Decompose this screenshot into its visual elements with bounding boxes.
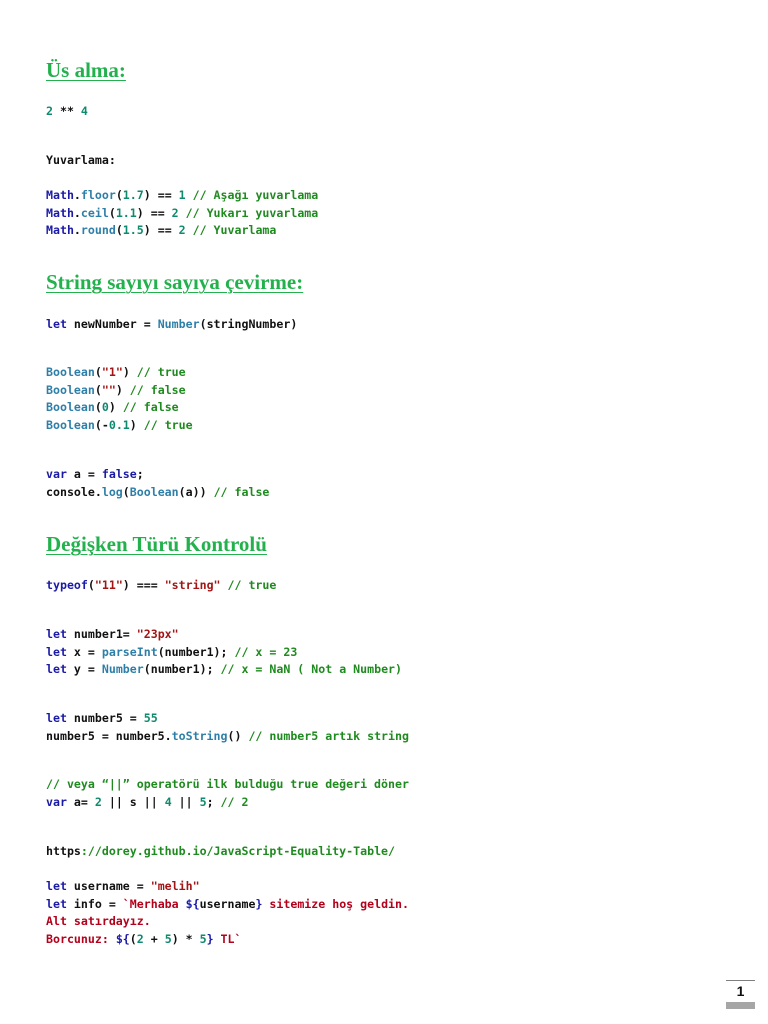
code-token: "23px" [136,627,179,641]
code-token: ceil [80,205,109,220]
code-token: let [46,896,67,911]
code-comment: // true [220,578,277,592]
code-token: number1= [66,627,137,641]
code-token: newNumber = [66,317,158,331]
code-token: 5 [199,931,207,946]
code-token: console. [46,484,102,499]
code-token: "1" [101,365,123,379]
code-comment: // x = 23 [234,644,298,659]
code-typeof [46,577,276,594]
code-token: 2 [171,205,179,220]
code-token: x = [66,644,102,659]
code-token: ) * [171,931,200,946]
code-math-ceil [46,205,318,222]
code-token: 4 [164,794,172,809]
code-token: let [46,317,67,331]
code-token: number5 = number5. [46,728,172,743]
code-token: () [227,728,249,743]
code-token: round [80,223,116,237]
code-comment: // false [213,484,270,499]
code-token: 5 [199,794,207,809]
code-token: ( [87,578,95,592]
code-token: username = [66,879,151,893]
code-token: (number1); [143,662,221,676]
code-token: ) [129,417,144,432]
code-token: let [46,644,67,659]
code-comment: // 2 [220,794,249,809]
code-let-number1 [46,626,179,643]
code-token: Boolean [46,417,95,432]
code-token: ${ [115,931,130,946]
code-token: Boolean [46,365,95,379]
code-token: . [73,188,81,202]
code-comment: // false [122,400,179,414]
code-token: 2 [178,223,186,237]
code-token: "string" [164,578,221,592]
code-boolean-3 [46,399,179,416]
code-number5-tostring [46,728,409,745]
code-token: Boolean [46,382,95,397]
code-token: Borcunuz: [46,931,116,946]
code-token: ; [206,794,221,809]
code-token: 1.5 [122,223,144,237]
code-let-y [46,661,402,678]
code-alt-satir: Alt satırdayız. [46,914,151,928]
code-token: ) [115,382,130,397]
code-token: ; [136,467,144,481]
code-math-floor [46,187,318,204]
code-token: . [73,223,81,237]
code-token: Boolean [46,400,95,414]
code-token: floor [80,188,116,202]
code-comment: // true [143,417,193,432]
code-token: TL` [213,931,242,946]
code-token: Number [101,662,144,676]
code-token: Boolean [129,484,179,499]
code-token: 2 [94,794,102,809]
code-token: ( [94,365,102,379]
code-yuvarlama-label: Yuvarlama: [46,153,116,167]
code-token: "" [101,382,116,397]
code-token: var [46,467,67,481]
code-token: (stringNumber) [199,317,298,331]
code-token: y = [66,662,102,676]
code-token: . [73,205,81,220]
code-token: ) == [143,188,179,202]
code-token: } [206,931,214,946]
code-token: 1.7 [122,188,144,202]
heading-string-sayi: String sayıyı sayıya çevirme: [46,270,304,294]
code-token: ( [115,223,123,237]
code-boolean-2 [46,382,186,399]
page-number-bar [726,1002,755,1009]
code-token: let [46,711,67,725]
code-token: let [46,662,67,676]
code-token: ) [122,365,137,379]
code-token: || [171,794,200,809]
code-token: info = [66,896,123,911]
code-token: } [255,896,263,911]
code-token: let [46,627,67,641]
code-token: 1 [178,188,186,202]
code-token: 0.1 [108,417,130,432]
code-token: (- [94,417,109,432]
code-let-x [46,644,297,661]
code-token: Math [46,188,74,202]
code-token: a = [66,467,102,481]
code-comment: // Aşağı yuvarlama [185,188,319,202]
heading-degisken-turu: Değişken Türü Kontrolü [46,532,267,556]
code-token: `Merhaba [122,896,186,911]
code-var-a [46,466,144,483]
code-comment: // number5 artık string [248,728,409,743]
code-let-info [46,896,409,913]
code-token: (a)) [178,484,214,499]
code-token: "melih" [150,879,200,893]
code-comment: // true [136,365,186,379]
code-token: number5 = [66,711,144,725]
code-token: ) [108,400,123,414]
code-token: let [46,879,67,893]
code-token: ( [122,484,130,499]
code-comment: // Yuvarlama [185,223,277,237]
code-token: (number1); [157,644,235,659]
code-token: username [199,896,256,911]
code-token: "11" [94,578,123,592]
code-let-number5 [46,710,158,727]
code-math-round [46,222,276,239]
code-token: 55 [143,711,158,725]
code-veya-comment: // veya “||” operatörü ilk bulduğu true değeri döner [46,777,409,791]
code-token: ( [129,931,137,946]
code-token: 0 [101,400,109,414]
code-token: ( [94,400,102,414]
code-token: false [101,467,137,481]
code-comment: // Yukarı yuvarlama [178,205,319,220]
code-boolean-4 [46,417,193,434]
code-token: https [46,844,81,858]
code-boolean-1 [46,364,186,381]
heading-us-alma: Üs alma: [46,58,126,82]
code-token: a= [66,794,95,809]
code-token: typeof [46,578,88,592]
code-token: Math [46,223,74,237]
code-token: || s || [101,794,165,809]
code-token: 2 [136,931,144,946]
code-token: 2 [46,104,53,118]
code-new-number [46,316,297,333]
code-power [46,103,88,120]
code-token: parseInt [101,644,158,659]
page-number-box [726,980,755,1008]
code-token: Math [46,205,74,220]
code-token: ( [94,382,102,397]
page-number-rule [726,980,755,981]
code-borcunuz [46,931,242,948]
code-url [46,843,395,860]
page-number: 1 [736,983,745,999]
code-token: 1.1 [115,205,137,220]
code-token: + [143,931,165,946]
code-token: ** [52,104,81,118]
code-comment: // false [129,382,186,397]
code-token: ://dorey.github.io/JavaScript-Equality-Table/ [80,844,396,858]
code-token: ) == [136,205,172,220]
code-let-username [46,878,200,895]
code-token: log [101,484,123,499]
code-var-a-or [46,794,248,811]
code-token: 5 [164,931,172,946]
code-token: ) === [122,578,165,592]
code-token: ${ [185,896,200,911]
code-token: var [46,794,67,809]
code-token: ( [115,188,123,202]
code-token: Number [157,317,200,331]
code-token: sitemize hoş geldin. [262,896,410,911]
code-comment: // x = NaN ( Not a Number) [220,662,403,676]
code-token: ( [108,205,116,220]
code-token: toString [171,728,228,743]
code-token: 4 [80,104,88,118]
code-console-log [46,484,269,501]
code-token: ) == [143,223,179,237]
